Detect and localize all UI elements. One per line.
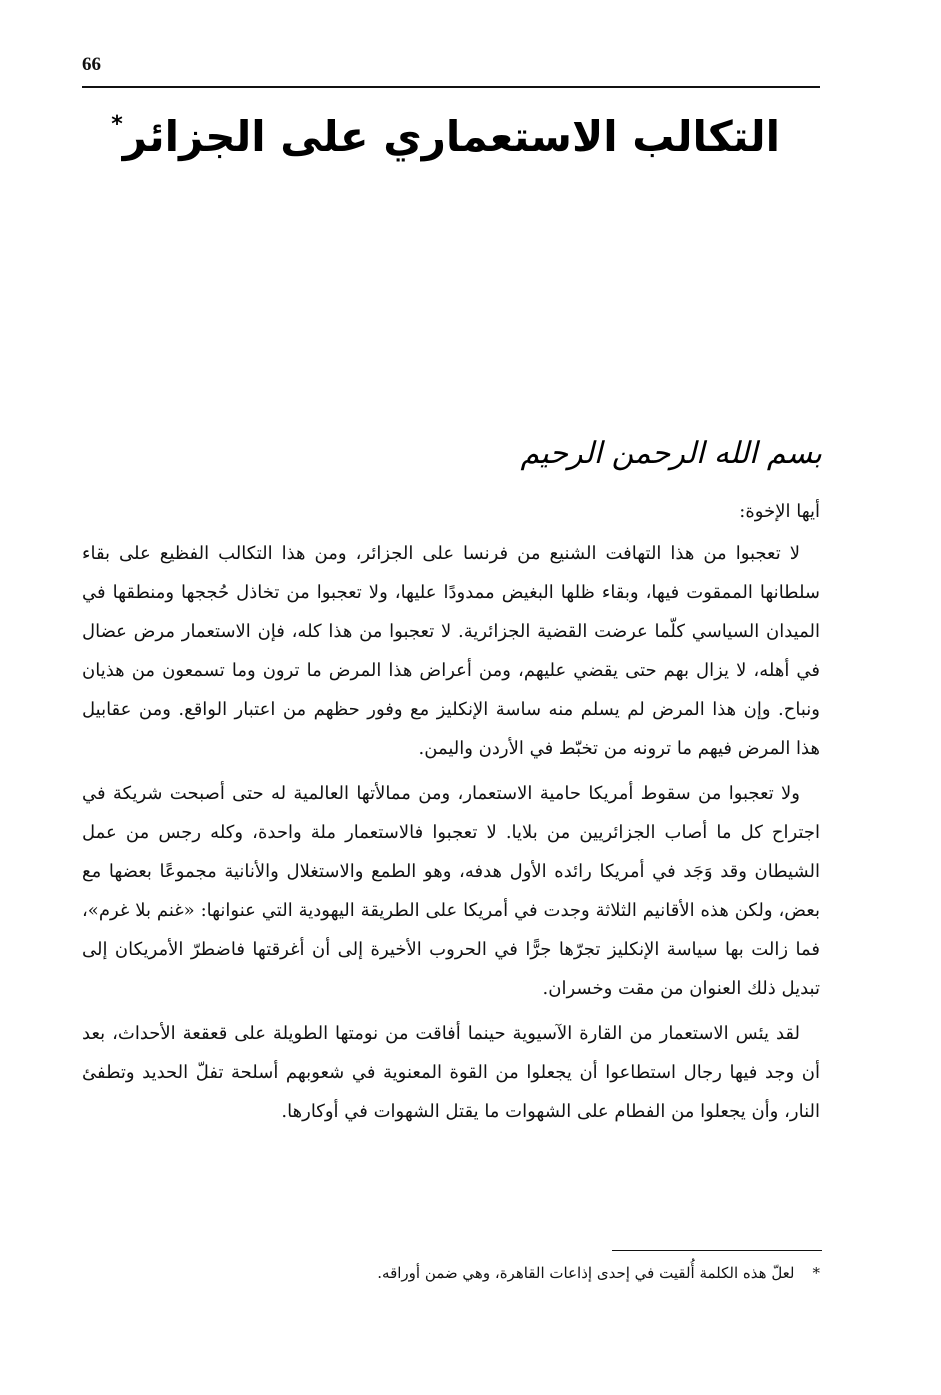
article-body xyxy=(82,496,820,1137)
basmala: بسم الله الرحمن الرحيم xyxy=(520,436,822,471)
paragraph-3: لقد يئس الاستعمار من القارة الآسيوية حينما أفاقت من نومتها الطويلة على قعقعة الأحداث، بعد أن وجد فيها رجال استطاعوا أن يجعلوا من القوة المعنوية في شعوبهم أسلحة تفلّ الحديد وتطفئ النار، وأن يجعلوا من الفطام على الشهوات ما يقتل الشهوات في أوكارها. xyxy=(82,1023,820,1122)
footnote-text: لعلّ هذه الكلمة أُلقيت في إحدى إذاعات القاهرة، وهي ضمن أوراقه. xyxy=(377,1264,795,1282)
footnote-rule xyxy=(612,1250,822,1251)
footnote-marker: * xyxy=(812,1264,820,1282)
title-text: التكالب الاستعماري على الجزائر xyxy=(122,112,780,161)
footnote xyxy=(82,1264,820,1282)
paragraph-2: ولا تعجبوا من سقوط أمريكا حامية الاستعمار، ومن ممالأتها العالمية له حتى أصبحت شريكة في اجتراح كل ما أصاب الجزائريين من بلايا. لا تعجبوا فالاستعمار ملة واحدة، وكله رجس من عمل الشيطان وقد وَجَد في أمريكا رائده الأول هدفه، وهو الطمع والاستغلال والأنانية مجموعًا بعضها مع بعض، ولكن هذه الأقانيم الثلاثة وجدت في أمريكا على الطريقة اليهودية التي عنوانها: «غنم بلا غرم»، فما زالت بها سياسة الإنكليز تجرّها جرًّا في الحروب الأخيرة إلى أن أغرقتها فاضطرّ الأمريكان إلى تبديل ذلك العنوان من مقت وخسران. xyxy=(82,783,820,999)
greeting: أيها الإخوة: xyxy=(739,501,820,522)
page-number: 66 xyxy=(82,54,101,75)
page-title xyxy=(111,112,780,161)
title-footnote-marker: * xyxy=(111,112,123,137)
header-rule xyxy=(82,86,820,88)
paragraph-1: لا تعجبوا من هذا التهافت الشنيع من فرنسا على الجزائر، ومن هذا التكالب الفظيع على بقاء سلطانها الممقوت فيها، وبقاء ظلها البغيض ممدودًا عليها، ولا تعجبوا من تخاذل حُججها ومنطقها في الميدان السياسي كلّما عرضت القضية الجزائرية. لا تعجبوا من هذا كله، فإن الاستعمار مرض عضال في أهله، لا يزال بهم حتى يقضي عليهم، ومن أعراض هذا المرض ما ترون وما تسمعون من هذيان ونباح. وإن هذا المرض لم يسلم منه ساسة الإنكليز مع وفور حظهم من اعتبار الواقع. ومن عقابيل هذا المرض فيهم ما ترونه من تخبّط في الأردن واليمن. xyxy=(82,543,821,759)
